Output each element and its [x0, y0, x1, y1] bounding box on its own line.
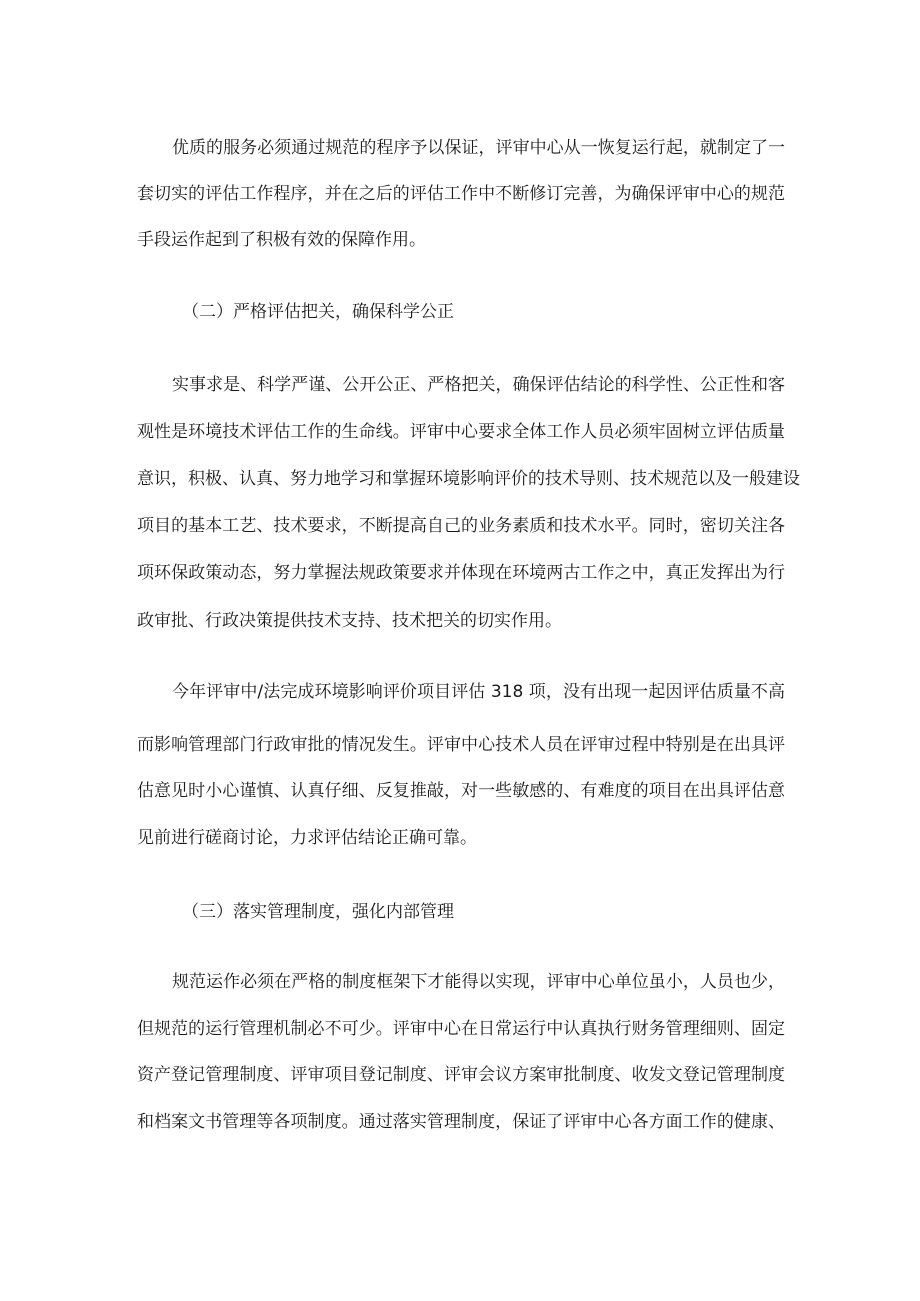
paragraph-intro-line-1: 优质的服务必须通过规范的程序予以保证，评审中心从一恢复运行起，就制定了一 [172, 138, 785, 158]
paragraph-2a-line-2: 观性是环境技术评估工作的生命线。评审中心要求全体工作人员必须牢固树立评估质量 [137, 422, 785, 442]
paragraph-2a-line-6: 政审批、行政决策提供技术支持、技术把关的切实作用。 [137, 611, 562, 631]
paragraph-intro-line-3: 手段运作起到了积极有效的保障作用。 [137, 230, 426, 250]
paragraph-2b-line-2: 而影响管理部门行政审批的情况发生。评审中心技术人员在评审过程中特别是在出具评 [137, 735, 785, 755]
paragraph-2a-line-4: 项目的基本工艺、技术要求，不断提高自己的业务素质和技术水平。同时，密切关注各 [137, 516, 785, 536]
section-heading-2: （二）严格评估把关，确保科学公正 [182, 302, 454, 322]
paragraph-3-line-1: 规范运作必须在严格的制度框架下才能得以实现，评审中心单位虽小，人员也少， [172, 972, 785, 992]
section-heading-3: （三）落实管理制度，强化内部管理 [182, 902, 454, 922]
paragraph-2a-line-1: 实事求是、科学严谨、公开公正、严格把关，确保评估结论的科学性、公正性和客 [172, 375, 785, 395]
paragraph-3-line-2: 但规范的运行管理机制必不可少。评审中心在日常运行中认真执行财务管理细则、固定 [137, 1019, 785, 1039]
paragraph-2a-line-3: 意识，积极、认真、努力地学习和掌握环境影响评价的技术导则、技术规范以及一般建设 [137, 469, 800, 489]
paragraph-3-line-4: 和档案文书管理等各项制度。通过落实管理制度，保证了评审中心各方面工作的健康、 [137, 1112, 785, 1132]
paragraph-2b-line-1: 今年评审中/法完成环境影响评价项目评估 318 项，没有出现一起因评估质量不高 [172, 682, 785, 702]
paragraph-2b-line-3: 估意见时小心谨慎、认真仔细、反复推敲，对一些敏感的、有难度的项目在出具评估意 [137, 781, 785, 801]
paragraph-intro-line-2: 套切实的评估工作程序，并在之后的评估工作中不断修订完善，为确保评审中心的规范 [137, 184, 785, 204]
paragraph-2a-line-5: 项环保政策动态，努力掌握法规政策要求并体现在环境两古工作之中，真正发挥出为行 [137, 563, 785, 583]
paragraph-2b-line-4: 见前进行磋商讨论，力求评估结论正确可靠。 [137, 828, 477, 848]
paragraph-3-line-3: 资产登记管理制度、评审项目登记制度、评审会议方案审批制度、收发文登记管理制度 [137, 1065, 785, 1085]
